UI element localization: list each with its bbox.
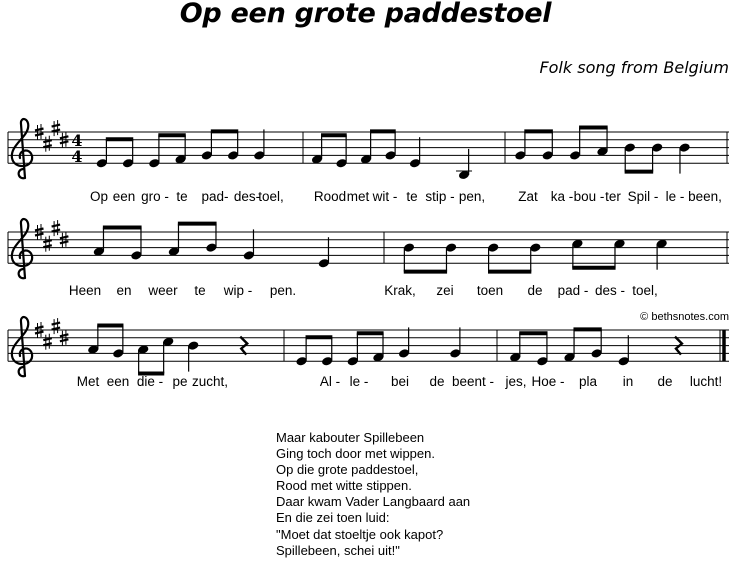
lyric-syllable: ka -	[550, 189, 574, 204]
lyric-syllable: weer	[148, 283, 178, 298]
treble-clef-icon	[12, 219, 32, 278]
lyric-syllable: die -	[136, 374, 164, 389]
verse-line: En die zei toen luid:	[276, 510, 390, 526]
lyric-syllable: le -	[349, 374, 369, 389]
verse-line: Ging toch door met wippen.	[276, 446, 435, 462]
lyric-syllable: bou -	[573, 189, 605, 204]
lyric-syllable: been,	[688, 189, 722, 204]
lyric-syllable: des -	[594, 283, 626, 298]
lyric-syllable: pen,	[458, 189, 486, 204]
lyric-syllable: Heen	[68, 283, 102, 298]
time-signature-bottom: 4	[71, 147, 83, 166]
lyric-syllable: Zat	[518, 189, 538, 204]
lyric-syllable: Op	[89, 189, 109, 204]
lyric-syllable: Met	[76, 374, 100, 389]
lyric-syllable: te	[176, 189, 188, 204]
lyric-syllable: te	[194, 283, 206, 298]
staff-line-3	[8, 317, 729, 376]
lyric-syllable: jes,	[505, 374, 527, 389]
staff-line-1	[8, 119, 729, 180]
time-signature-top: 4	[71, 131, 83, 150]
lyric-syllable: toel,	[632, 283, 658, 298]
lyric-syllable: de	[527, 283, 543, 298]
verse-line: "Moet dat stoeltje ook kapot?	[276, 526, 444, 542]
lyric-syllable: pad -	[557, 283, 589, 298]
lyric-syllable: met	[346, 189, 370, 204]
lyric-syllable: lucht!	[689, 374, 723, 389]
song-title: Op een grote paddestoel	[179, 0, 552, 29]
lyric-syllable: zucht,	[191, 374, 229, 389]
lyric-syllable: een	[112, 189, 136, 204]
lyric-syllable: pad-	[201, 189, 229, 204]
lyric-syllable: toen	[476, 283, 504, 298]
lyric-syllable: zei	[436, 283, 454, 298]
second-verse	[276, 430, 470, 559]
lyric-syllable: een	[106, 374, 130, 389]
verse-line: Rood met witte stippen.	[276, 478, 412, 494]
lyric-syllable: stip -	[425, 189, 455, 204]
lyric-syllable: gro -	[141, 189, 169, 204]
lyric-syllable: Rood	[313, 189, 347, 204]
lyric-syllable: ter	[605, 189, 621, 204]
lyric-syllable: toel,	[258, 189, 284, 204]
lyric-syllable: Spil -	[627, 189, 659, 204]
lyric-syllable: pe	[172, 374, 188, 389]
verse-line: Spillebeen, schei uit!"	[276, 542, 400, 558]
lyric-syllable: le -	[665, 189, 685, 204]
lyric-syllable: te	[406, 189, 418, 204]
lyric-syllable: Krak,	[384, 283, 416, 298]
lyric-syllable: wit -	[372, 189, 398, 204]
lyric-syllable: de	[657, 374, 673, 389]
lyric-syllable: pla	[578, 374, 598, 389]
lyric-syllable: bei	[390, 374, 410, 389]
lyric-syllable: pen.	[269, 283, 297, 298]
lyric-syllable: en	[116, 283, 132, 298]
staff-line-2	[8, 219, 729, 278]
treble-clef-icon	[12, 119, 32, 178]
lyric-syllable: in	[622, 374, 634, 389]
verse-line: Op die grote paddestoel,	[276, 462, 419, 478]
lyric-syllable: beent -	[451, 374, 495, 389]
verse-line: Maar kabouter Spillebeen	[276, 430, 425, 445]
lyric-syllable: de	[429, 374, 445, 389]
copyright-notice: © bethsnotes.com	[640, 311, 729, 323]
lyric-syllable: wip -	[223, 283, 253, 298]
song-origin: Folk song from Belgium	[539, 58, 729, 77]
lyric-syllable: Hoe -	[531, 374, 565, 389]
lyric-syllable: des-	[233, 189, 261, 204]
lyric-syllable: Al -	[319, 374, 341, 389]
treble-clef-icon	[12, 317, 32, 376]
verse-line: Daar kwam Vader Langbaard aan	[276, 494, 471, 510]
